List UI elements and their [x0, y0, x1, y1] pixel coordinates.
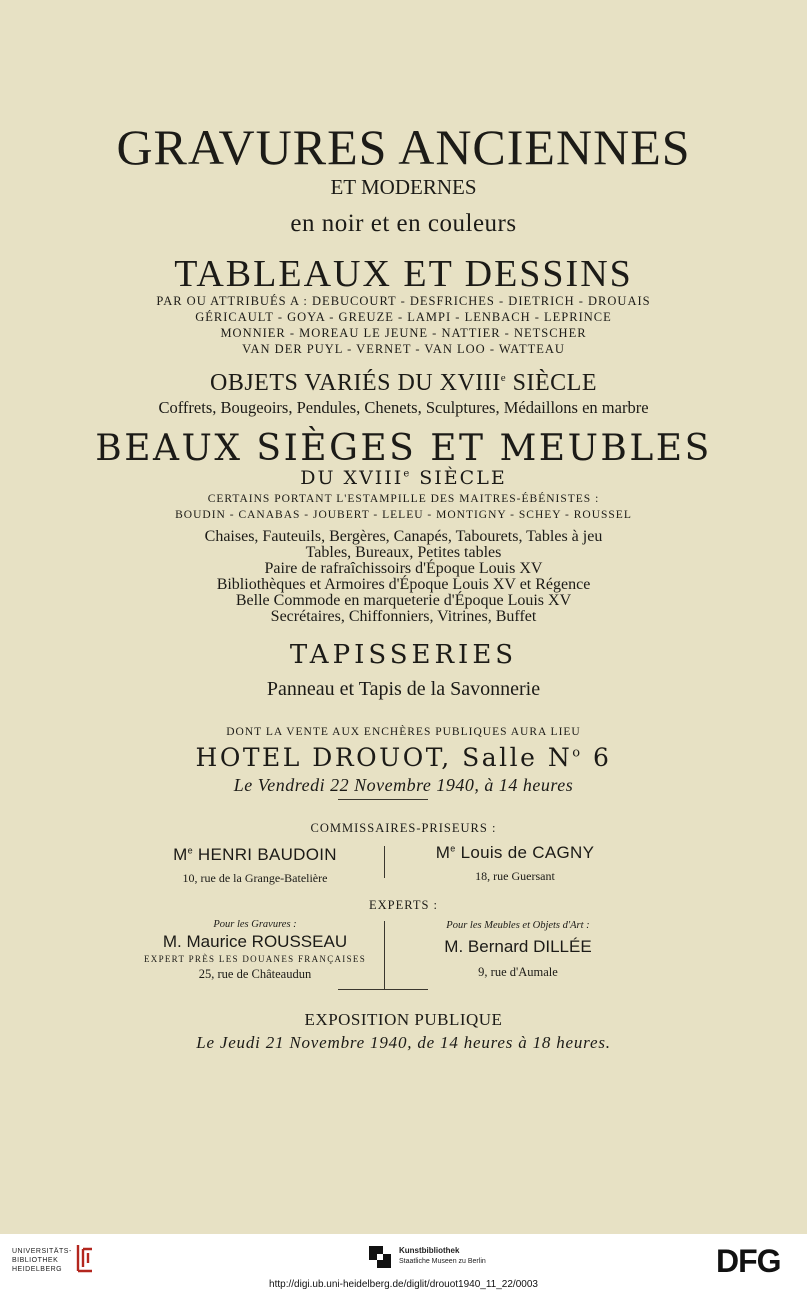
title-objets: OBJETS VARIÉS DU XVIIIe SIÈCLE	[209, 370, 597, 396]
sale-date: Le Vendredi 22 Novembre 1940, à 14 heures	[233, 775, 574, 795]
furniture-line-1: Chaises, Fauteuils, Bergères, Canapés, Tabourets, Tables à jeu	[204, 528, 603, 545]
exposition-date: Le Jeudi 21 Novembre 1940, de 14 heures à 18 heures.	[196, 1033, 611, 1052]
commissaires-heading: COMMISSAIRES-PRISEURS :	[310, 821, 497, 835]
tapisseries-sub: Panneau et Tapis de la Savonnerie	[266, 678, 541, 700]
uni-line-1: UNIVERSITÄTS-	[12, 1248, 72, 1255]
artists-line-1: PAR OU ATTRIBUÉS A : DEBUCOURT - DESFRICHES - DIETRICH - DROUAIS	[156, 294, 651, 308]
kunstbibliothek-logo-icon	[369, 1246, 391, 1268]
objets-list: Coffrets, Bougeoirs, Pendules, Chenets, Sculptures, Médaillons en marbre	[158, 398, 649, 417]
expert-left-note: Pour les Gravures :	[213, 919, 297, 930]
commissaire-right	[395, 843, 635, 884]
kunstbibliothek-subtitle: Staatliche Museen zu Berlin	[399, 1258, 486, 1265]
expert-left-title: EXPERT PRÈS LES DOUANES FRANÇAISES	[143, 954, 367, 964]
footer-bar	[0, 1234, 807, 1292]
artists-line-2: GÉRICAULT - GOYA - GREUZE - LAMPI - LENBACH - LEPRINCE	[195, 310, 612, 324]
expert-right-name: M. Bernard DILLÉE	[444, 937, 592, 956]
ebenistes-line: BOUDIN - CANABAS - JOUBERT - LELEU - MONTIGNY - SCHEY - ROUSSEL	[175, 509, 632, 521]
furniture-line-4: Bibliothèques et Armoires d'Époque Louis XV et Régence	[216, 576, 591, 593]
commissaire-right-address: 18, rue Guersant	[475, 869, 555, 883]
title-couleurs: en noir et en couleurs	[290, 210, 517, 237]
source-url[interactable]: http://digi.ub.uni-heidelberg.de/diglit/drouot1940_11_22/0003	[269, 1279, 538, 1290]
title-sieges-siecle: DU XVIIIe SIÈCLE	[300, 467, 507, 489]
expert-right	[398, 920, 638, 980]
estampille-line: CERTAINS PORTANT L'ESTAMPILLE DES MAITRES-ÉBÉNISTES :	[207, 493, 600, 505]
title-sieges: BEAUX SIÈGES ET MEUBLES	[95, 428, 712, 469]
title-tapisseries: TAPISSERIES	[289, 640, 518, 670]
artists-line-3: MONNIER - MOREAU LE JEUNE - NATTIER - NETSCHER	[220, 326, 587, 340]
ub-heidelberg-logo-icon	[74, 1243, 96, 1273]
furniture-line-3: Paire de rafraîchissoirs d'Époque Louis XV	[264, 560, 543, 577]
expert-left-address: 25, rue de Châteaudun	[198, 967, 312, 981]
furniture-line-2: Tables, Bureaux, Petites tables	[305, 544, 502, 561]
dfg-logo: DFG	[716, 1243, 781, 1279]
expert-left	[135, 919, 375, 982]
kunstbibliothek-name: Kunstbibliothek	[399, 1246, 460, 1255]
artists-line-4: VAN DER PUYL - VERNET - VAN LOO - WATTEAU	[242, 342, 565, 356]
commissaires-divider	[384, 846, 385, 878]
title-modernes: ET MODERNES	[330, 175, 477, 199]
commissaire-left-address: 10, rue de la Grange-Batelière	[182, 871, 328, 885]
uni-line-3: HEIDELBERG	[12, 1266, 63, 1273]
exposition-title: EXPOSITION PUBLIQUE	[304, 1010, 503, 1029]
furniture-line-6: Secrétaires, Chiffonniers, Vitrines, Buffet	[270, 608, 537, 625]
experts-divider	[384, 921, 385, 989]
commissaire-left-name: Me HENRI BAUDOIN	[173, 845, 337, 864]
expert-right-note: Pour les Meubles et Objets d'Art :	[446, 920, 590, 931]
experts-bottom-rule	[338, 989, 428, 990]
experts-heading: EXPERTS :	[368, 898, 439, 912]
commissaire-right-name: Me Louis de CAGNY	[435, 843, 595, 862]
sale-intro: DONT LA VENTE AUX ENCHÈRES PUBLIQUES AURA LIEU	[226, 726, 581, 738]
commissaire-left	[135, 845, 375, 886]
furniture-line-5: Belle Commode en marqueterie d'Époque Louis XV	[235, 592, 572, 609]
expert-left-name: M. Maurice ROUSSEAU	[162, 932, 348, 951]
title-gravures: GRAVURES ANCIENNES	[116, 119, 691, 175]
sale-venue: HOTEL DROUOT, Salle $N^o$ 6	[195, 743, 612, 772]
title-tableaux: TABLEAUX ET DESSINS	[174, 253, 633, 295]
sale-divider	[338, 799, 428, 800]
expert-right-address: 9, rue d'Aumale	[478, 965, 558, 979]
ub-heidelberg-wordmark	[12, 1247, 72, 1274]
uni-line-2: BIBLIOTHEK	[12, 1257, 59, 1264]
